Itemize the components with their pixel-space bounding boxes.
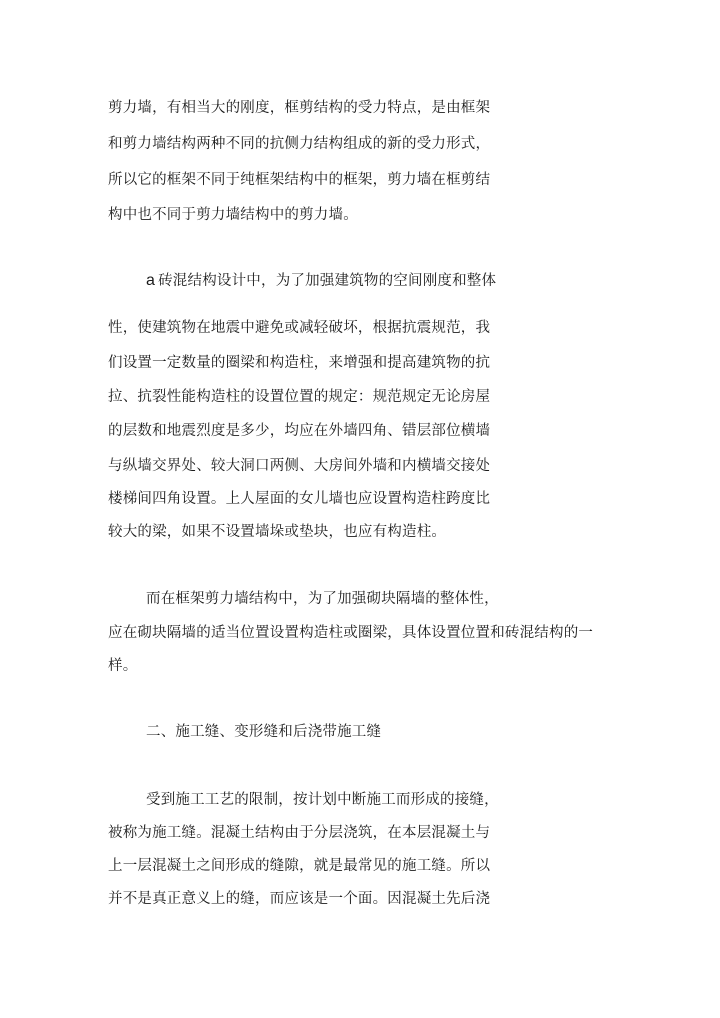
- paragraph-4-line-2: 被称为施工缝。混凝土结构由于分层浇筑，在本层混凝土与: [108, 825, 491, 841]
- paragraph-2-line-4: 拉、抗裂性能构造柱的设置位置的规定：规范规定无论房屋: [108, 389, 491, 405]
- paragraph-1-line-3: 所以它的框架不同于纯框架结构中的框架，剪力墙在框剪结: [108, 172, 491, 188]
- paragraph-2-line-7: 楼梯间四角设置。上人屋面的女儿墙也应设置构造柱跨度比: [108, 491, 491, 507]
- paragraph-2-line-5: 的层数和地震烈度是多少，均应在外墙四角、错层部位横墙: [108, 423, 491, 439]
- paragraph-3-line-3: 样。: [108, 658, 138, 674]
- paragraph-1-line-1: 剪力墙，有相当大的刚度，框剪结构的受力特点，是由框架: [108, 100, 491, 116]
- paragraph-4-line-4: 并不是真正意义上的缝，而应该是一个面。因混凝土先后浇: [108, 891, 491, 907]
- section-heading: 二、施工缝、变形缝和后浇带施工缝: [146, 724, 382, 740]
- list-marker: a: [146, 272, 156, 289]
- paragraph-4-line-3: 上一层混凝土之间形成的缝隙，就是最常见的施工缝。所以: [108, 858, 491, 874]
- paragraph-2-line-3: 们设置一定数量的圈梁和构造柱，来增强和提高建筑物的抗: [108, 355, 491, 371]
- paragraph-1-line-2: 和剪力墙结构两种不同的抗侧力结构组成的新的受力形式，: [108, 136, 491, 152]
- paragraph-2-first-line-text: 砖混结构设计中，为了加强建筑物的空间刚度和整体: [158, 273, 497, 289]
- paragraph-2-line-2: 性，使建筑物在地震中避免或减轻破坏，根据抗震规范，我: [108, 320, 491, 336]
- paragraph-3-line-1: 而在框架剪力墙结构中，为了加强砌块隔墙的整体性，: [146, 591, 499, 607]
- paragraph-1-line-4: 构中也不同于剪力墙结构中的剪力墙。: [108, 207, 358, 223]
- paragraph-4-line-1: 受到施工工艺的限制，按计划中断施工而形成的接缝，: [146, 792, 499, 808]
- paragraph-3-line-2: 应在砌块隔墙的适当位置设置构造柱或圈梁，具体设置位置和砖混结构的一: [108, 625, 594, 641]
- paragraph-2-line-8: 较大的梁，如果不设置墙垛或垫块，也应有构造柱。: [108, 524, 447, 540]
- paragraph-2-line-1: [146, 271, 496, 291]
- paragraph-2-line-6: 与纵墙交界处、较大洞口两侧、大房间外墙和内横墙交接处: [108, 458, 491, 474]
